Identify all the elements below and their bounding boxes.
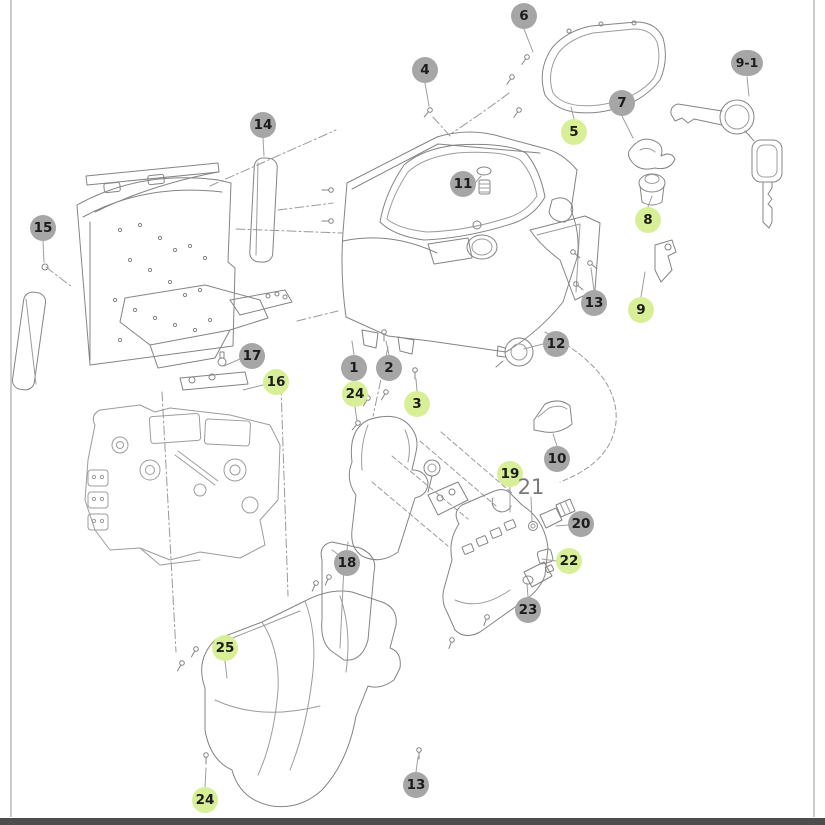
callout-7[interactable]: 7 xyxy=(609,90,635,116)
callout-12[interactable]: 12 xyxy=(543,331,569,357)
small-parts-drawing xyxy=(496,139,676,432)
callout-13[interactable]: 13 xyxy=(403,772,429,798)
part-number-label-21: 21 xyxy=(517,475,545,499)
callout-3[interactable]: 3 xyxy=(404,391,430,417)
callout-6[interactable]: 6 xyxy=(511,3,537,29)
instrument-cluster-drawing xyxy=(542,21,665,113)
callout-4[interactable]: 4 xyxy=(412,57,438,83)
callout-24[interactable]: 24 xyxy=(342,381,368,407)
callout-25[interactable]: 25 xyxy=(212,635,238,661)
callout-16[interactable]: 16 xyxy=(263,369,289,395)
callout-24[interactable]: 24 xyxy=(192,787,218,813)
lower-cover-drawing xyxy=(202,542,401,807)
callout-23[interactable]: 23 xyxy=(515,597,541,623)
callout-1[interactable]: 1 xyxy=(341,355,367,381)
callout-9[interactable]: 9 xyxy=(628,297,654,323)
callout-15[interactable]: 15 xyxy=(30,215,56,241)
callout-20[interactable]: 20 xyxy=(568,511,594,537)
callout-14[interactable]: 14 xyxy=(250,112,276,138)
steering-cover-drawing xyxy=(349,416,513,559)
callout-8[interactable]: 8 xyxy=(635,207,661,233)
callout-2[interactable]: 2 xyxy=(376,355,402,381)
callout-22[interactable]: 22 xyxy=(556,548,582,574)
callout-19[interactable]: 19 xyxy=(497,461,523,487)
callout-9-1[interactable]: 9-1 xyxy=(731,50,763,76)
callout-18[interactable]: 18 xyxy=(334,550,360,576)
fasteners-drawing xyxy=(176,54,599,764)
gearbox-drawing xyxy=(85,405,280,565)
callout-17[interactable]: 17 xyxy=(239,343,265,369)
callout-5[interactable]: 5 xyxy=(561,119,587,145)
callout-11[interactable]: 11 xyxy=(450,171,476,197)
leader-lines xyxy=(43,29,749,787)
keys-drawing xyxy=(671,100,782,228)
callout-13[interactable]: 13 xyxy=(581,290,607,316)
callout-10[interactable]: 10 xyxy=(544,446,570,472)
console-drawing xyxy=(342,132,600,354)
